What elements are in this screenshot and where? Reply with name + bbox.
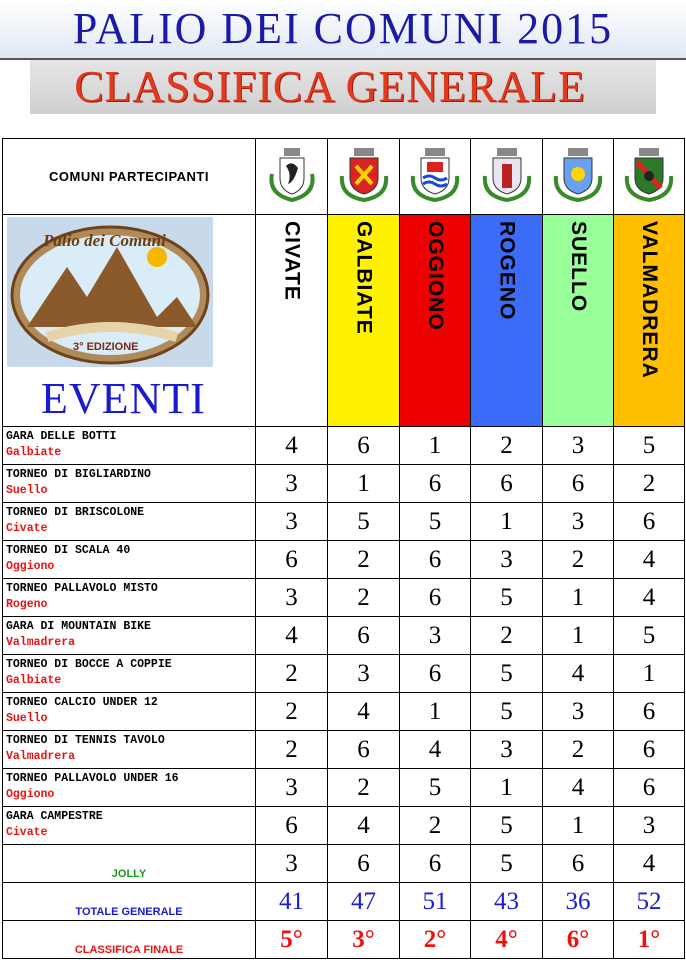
score-cell: 2 <box>256 731 328 769</box>
score-cell: 2 <box>471 427 543 465</box>
event-cell <box>3 541 256 579</box>
score-cell: 6 <box>400 579 471 617</box>
crest-rogeno <box>471 139 543 215</box>
event-row <box>3 807 685 845</box>
crest-valmadrera <box>614 139 685 215</box>
score-cell: 3 <box>543 693 614 731</box>
jolly-value: 5 <box>471 845 543 883</box>
event-host: Galbiate <box>6 446 62 459</box>
score-cell: 2 <box>328 769 400 807</box>
valmadrera-crest-icon <box>619 144 679 204</box>
event-host: Oggiono <box>6 788 55 801</box>
event-name: TORNEO PALLAVOLO MISTO <box>6 582 158 595</box>
event-name: GARA DELLE BOTTI <box>6 430 117 443</box>
town-name: SUELLO <box>567 221 590 313</box>
jolly-value: 6 <box>328 845 400 883</box>
score-cell: 1 <box>471 503 543 541</box>
event-cell <box>3 427 256 465</box>
event-host: Suello <box>6 484 48 497</box>
town-name: ROGENO <box>495 221 519 321</box>
jolly-value: 3 <box>256 845 328 883</box>
standings-table <box>2 138 685 959</box>
score-cell: 3 <box>328 655 400 693</box>
event-cell <box>3 617 256 655</box>
score-cell: 6 <box>328 427 400 465</box>
event-name: GARA CAMPESTRE <box>6 810 103 823</box>
crest-galbiate <box>328 139 400 215</box>
totale-row <box>3 883 685 921</box>
event-cell <box>3 693 256 731</box>
score-cell: 4 <box>256 617 328 655</box>
score-cell: 6 <box>614 769 685 807</box>
score-cell: 1 <box>400 693 471 731</box>
subtitle-banner <box>30 60 656 114</box>
event-row <box>3 693 685 731</box>
event-row <box>3 503 685 541</box>
event-host: Rogeno <box>6 598 48 611</box>
score-cell: 6 <box>328 731 400 769</box>
palio-logo <box>7 217 213 367</box>
event-cell <box>3 655 256 693</box>
totale-value: 41 <box>256 883 328 921</box>
event-row <box>3 427 685 465</box>
header-row <box>3 139 685 215</box>
score-cell: 4 <box>400 731 471 769</box>
event-row <box>3 579 685 617</box>
score-cell: 6 <box>256 541 328 579</box>
event-host: Galbiate <box>6 674 62 687</box>
score-cell: 5 <box>471 807 543 845</box>
page-title: PALIO DEI COMUNI 2015 <box>72 4 614 53</box>
event-name: TORNEO PALLAVOLO UNDER 16 <box>6 772 179 785</box>
event-name: TORNEO DI BIGLIARDINO <box>6 468 151 481</box>
town-civate <box>256 215 328 427</box>
score-cell: 6 <box>400 465 471 503</box>
civate-crest-icon <box>262 144 322 204</box>
score-cell: 2 <box>328 579 400 617</box>
page-subtitle: CLASSIFICA GENERALE <box>74 62 586 111</box>
classifica-value: 1° <box>614 921 685 959</box>
town-name: GALBIATE <box>352 221 376 335</box>
classifica-value: 6° <box>543 921 614 959</box>
totale-label: TOTALE GENERALE <box>3 883 256 921</box>
title-banner <box>0 0 686 58</box>
score-cell: 1 <box>543 579 614 617</box>
event-host: Valmadrera <box>6 750 76 763</box>
town-galbiate <box>328 215 400 427</box>
event-cell <box>3 769 256 807</box>
event-host: Valmadrera <box>6 636 76 649</box>
score-cell: 2 <box>543 731 614 769</box>
score-cell: 3 <box>256 769 328 807</box>
score-cell: 1 <box>614 655 685 693</box>
event-row <box>3 465 685 503</box>
score-cell: 4 <box>543 769 614 807</box>
score-cell: 6 <box>471 465 543 503</box>
classifica-row <box>3 921 685 959</box>
rogeno-crest-icon <box>477 144 537 204</box>
score-cell: 2 <box>256 655 328 693</box>
score-cell: 2 <box>614 465 685 503</box>
score-cell: 6 <box>614 693 685 731</box>
score-cell: 6 <box>614 503 685 541</box>
galbiate-crest-icon <box>334 144 394 204</box>
score-cell: 5 <box>400 769 471 807</box>
event-cell <box>3 503 256 541</box>
score-cell: 5 <box>328 503 400 541</box>
event-name: TORNEO DI SCALA 40 <box>6 544 131 557</box>
score-cell: 5 <box>471 655 543 693</box>
town-suello <box>543 215 614 427</box>
towns-row <box>3 215 685 427</box>
event-row <box>3 541 685 579</box>
score-cell: 5 <box>471 579 543 617</box>
score-cell: 6 <box>400 541 471 579</box>
events-heading: EVENTI <box>41 374 206 423</box>
totale-value: 52 <box>614 883 685 921</box>
score-cell: 2 <box>471 617 543 655</box>
score-cell: 1 <box>543 807 614 845</box>
suello-crest-icon <box>548 144 608 204</box>
totale-value: 47 <box>328 883 400 921</box>
logo-edition: 3° EDIZIONE <box>73 341 139 353</box>
event-name: TORNEO DI TENNIS TAVOLO <box>6 734 165 747</box>
score-cell: 6 <box>543 465 614 503</box>
event-cell <box>3 579 256 617</box>
score-cell: 3 <box>400 617 471 655</box>
score-cell: 3 <box>256 465 328 503</box>
score-cell: 4 <box>543 655 614 693</box>
jolly-value: 6 <box>543 845 614 883</box>
event-row <box>3 617 685 655</box>
score-cell: 5 <box>400 503 471 541</box>
score-cell: 3 <box>256 503 328 541</box>
classifica-value: 3° <box>328 921 400 959</box>
score-cell: 5 <box>471 693 543 731</box>
event-host: Civate <box>6 522 48 535</box>
score-cell: 4 <box>328 807 400 845</box>
event-host: Oggiono <box>6 560 55 573</box>
jolly-value: 4 <box>614 845 685 883</box>
score-cell: 1 <box>543 617 614 655</box>
event-host: Suello <box>6 712 48 725</box>
totale-value: 51 <box>400 883 471 921</box>
town-oggiono <box>400 215 471 427</box>
score-cell: 6 <box>400 655 471 693</box>
jolly-label: JOLLY <box>3 845 256 883</box>
score-cell: 5 <box>614 427 685 465</box>
logo-cell <box>3 215 256 427</box>
event-cell <box>3 807 256 845</box>
score-cell: 5 <box>614 617 685 655</box>
crest-civate <box>256 139 328 215</box>
event-host: Civate <box>6 826 48 839</box>
jolly-row <box>3 845 685 883</box>
event-cell <box>3 465 256 503</box>
jolly-value: 6 <box>400 845 471 883</box>
event-name: TORNEO DI BRISCOLONE <box>6 506 145 519</box>
crest-suello <box>543 139 614 215</box>
score-cell: 6 <box>614 731 685 769</box>
classifica-value: 5° <box>256 921 328 959</box>
totale-value: 43 <box>471 883 543 921</box>
score-cell: 2 <box>543 541 614 579</box>
event-name: GARA DI MOUNTAIN BIKE <box>6 620 151 633</box>
score-cell: 4 <box>328 693 400 731</box>
score-cell: 3 <box>256 579 328 617</box>
event-cell <box>3 731 256 769</box>
event-row <box>3 769 685 807</box>
town-name: VALMADRERA <box>638 221 661 379</box>
classifica-label: CLASSIFICA FINALE <box>3 921 256 959</box>
classifica-value: 4° <box>471 921 543 959</box>
town-name: CIVATE <box>280 221 304 301</box>
score-cell: 6 <box>328 617 400 655</box>
score-cell: 3 <box>543 503 614 541</box>
event-row <box>3 731 685 769</box>
score-cell: 3 <box>614 807 685 845</box>
oggiono-crest-icon <box>405 144 465 204</box>
score-cell: 2 <box>328 541 400 579</box>
town-rogeno <box>471 215 543 427</box>
score-cell: 1 <box>328 465 400 503</box>
score-cell: 4 <box>256 427 328 465</box>
score-cell: 4 <box>614 541 685 579</box>
logo-title: Palio dei Comuni <box>43 231 166 250</box>
totale-value: 36 <box>543 883 614 921</box>
event-name: TORNEO CALCIO UNDER 12 <box>6 696 158 709</box>
classifica-value: 2° <box>400 921 471 959</box>
score-cell: 3 <box>471 731 543 769</box>
town-valmadrera <box>614 215 685 427</box>
score-cell: 6 <box>256 807 328 845</box>
score-cell: 1 <box>400 427 471 465</box>
crest-oggiono <box>400 139 471 215</box>
town-name: OGGIONO <box>424 221 447 331</box>
score-cell: 3 <box>471 541 543 579</box>
event-name: TORNEO DI BOCCE A COPPIE <box>6 658 172 671</box>
event-row <box>3 655 685 693</box>
score-cell: 1 <box>471 769 543 807</box>
score-cell: 3 <box>543 427 614 465</box>
score-cell: 2 <box>256 693 328 731</box>
score-cell: 4 <box>614 579 685 617</box>
participants-label: COMUNI PARTECIPANTI <box>3 139 256 215</box>
score-cell: 2 <box>400 807 471 845</box>
